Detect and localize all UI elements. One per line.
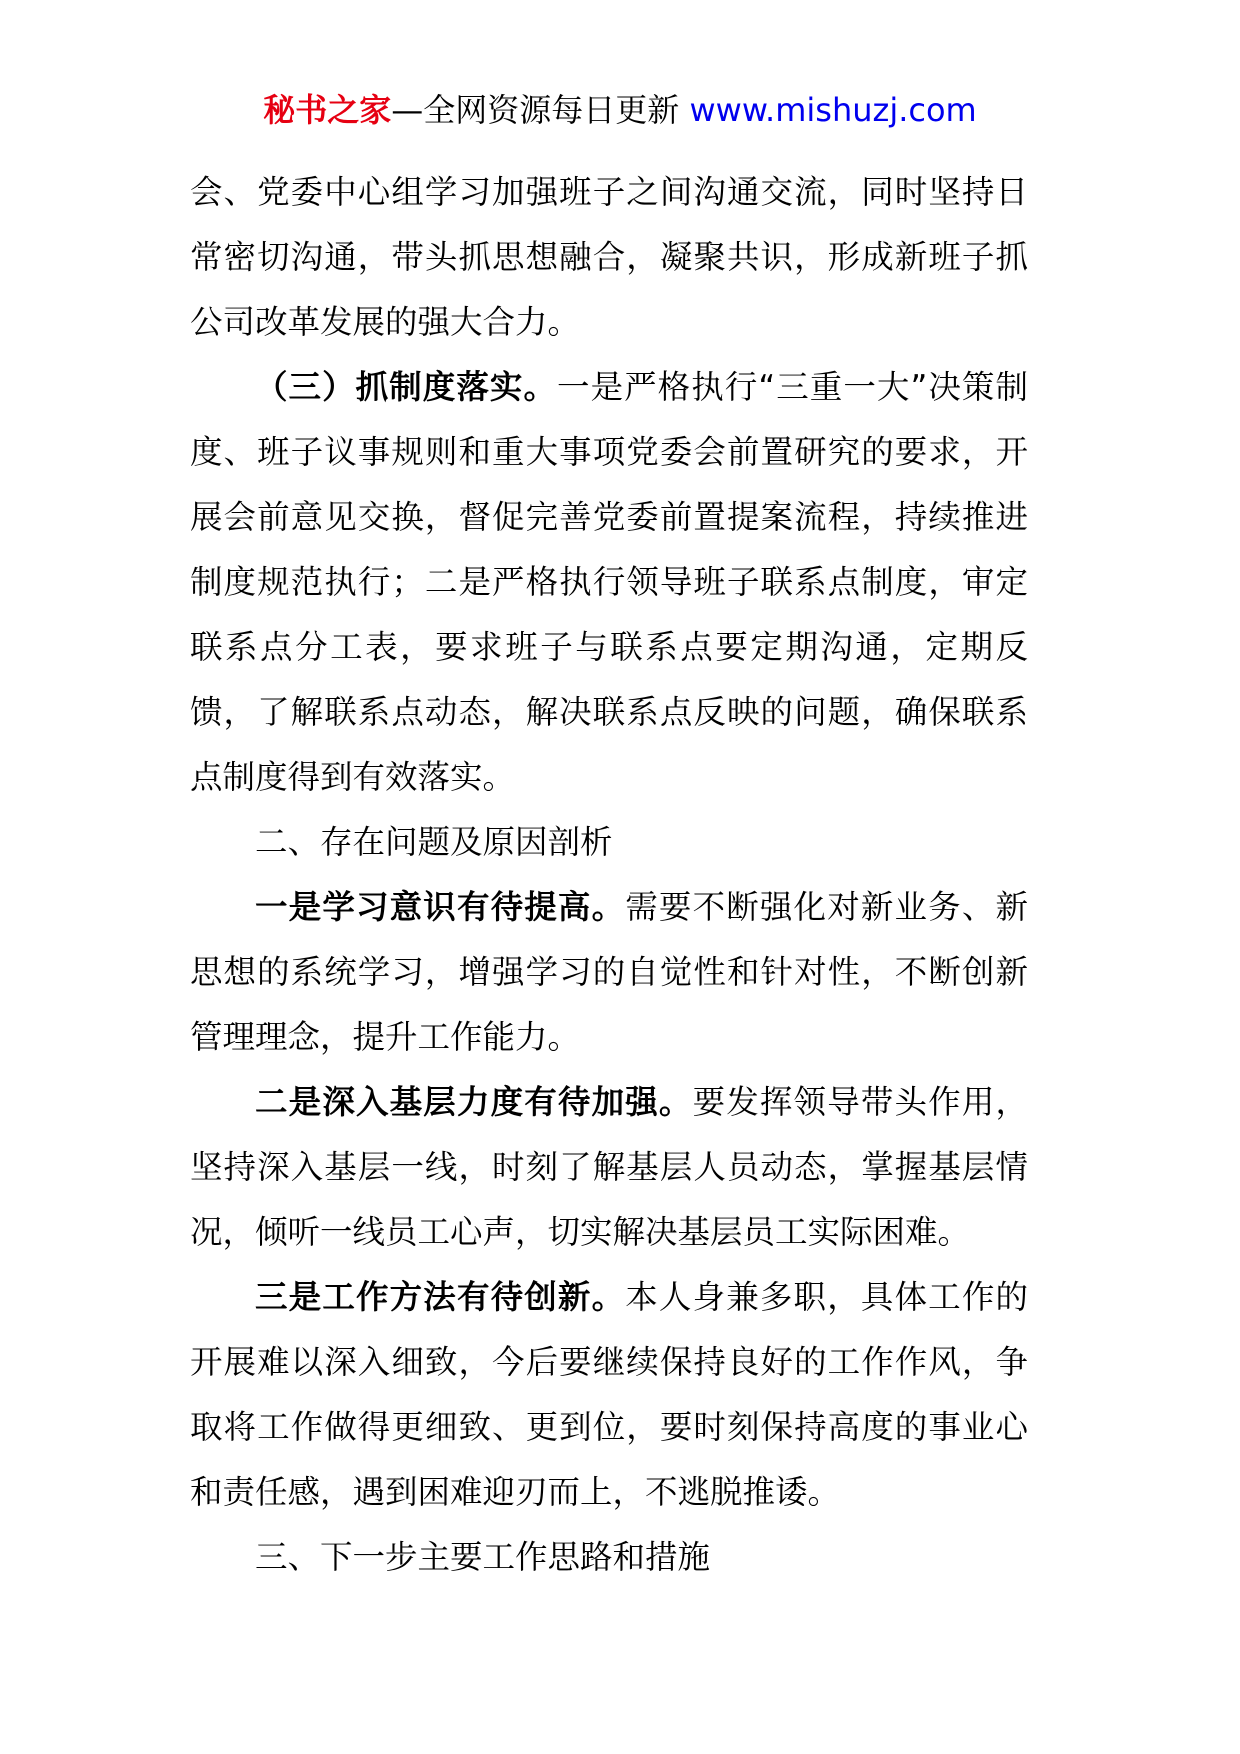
paragraph-text: 需要不断强化对新业务、新思想的系统学习，增强学习的自觉性和针对性，不断创新管理理念，提升工作能力。	[190, 888, 1028, 1056]
section-heading-problems	[190, 810, 1028, 875]
paragraph-text: 要发挥领导带头作用，坚持深入基层一线，时刻了解基层人员动态，掌握基层情况，倾听一线员工心声，切实解决基层员工实际困难。	[190, 1083, 1028, 1251]
paragraph-lead: 二是深入基层力度有待加强。	[255, 1083, 693, 1121]
document-body	[190, 160, 1028, 1590]
paragraph-grassroots	[190, 1070, 1028, 1265]
section-heading-text: 二、存在问题及原因剖析	[255, 823, 613, 861]
paragraph-work-methods	[190, 1265, 1028, 1525]
paragraph-text: 本人身兼多职，具体工作的开展难以深入细致，今后要继续保持良好的工作作风，争取将工作做得更细致、更到位，要时刻保持高度的事业心和责任感，遇到困难迎刃而上，不逃脱推诿。	[190, 1278, 1028, 1511]
header-tagline: —全网资源每日更新	[391, 91, 690, 129]
paragraph-text: 一是严格执行“三重一大”决策制度、班子议事规则和重大事项党委会前置研究的要求，开展会前意见交换，督促完善党委前置提案流程，持续推进制度规范执行；二是严格执行领导班子联系点制度，审定联系点分工表，要求班子与联系点要定期沟通，定期反馈，了解联系点动态，解决联系点反映的问题，确保联系点制度得到有效落实。	[190, 368, 1028, 796]
paragraph-system-implementation	[190, 355, 1028, 810]
header-url-link[interactable]: www.mishuzj.com	[689, 91, 977, 129]
paragraph-lead: 一是学习意识有待提高。	[255, 888, 626, 926]
section-heading-text: 三、下一步主要工作思路和措施	[255, 1538, 711, 1576]
paragraph-text: 会、党委中心组学习加强班子之间沟通交流，同时坚持日常密切沟通，带头抓思想融合，凝聚共识，形成新班子抓公司改革发展的强大合力。	[190, 173, 1028, 341]
paragraph-learning-awareness	[190, 875, 1028, 1070]
paragraph-lead: 三是工作方法有待创新。	[255, 1278, 626, 1316]
header-brand: 秘书之家	[263, 91, 392, 129]
paragraph-continuation	[190, 160, 1028, 355]
page-header	[0, 84, 1240, 136]
section-heading-next-steps	[190, 1525, 1028, 1590]
paragraph-lead: （三）抓制度落实。	[255, 368, 558, 406]
